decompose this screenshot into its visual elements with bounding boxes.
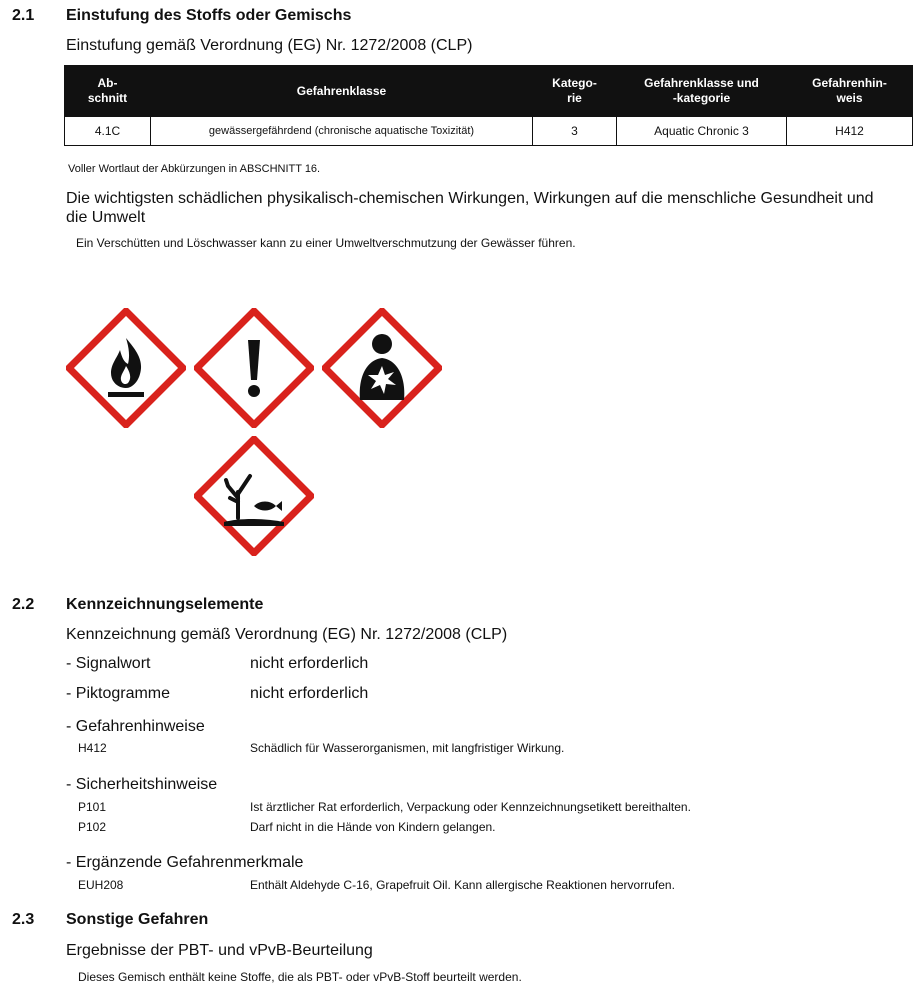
- precaution-text: Ist ärztlicher Rat erforderlich, Verpackung oder Kennzeichnungsetikett bereithalten.: [250, 800, 691, 814]
- section-number-2-3: 2.3: [12, 911, 35, 928]
- section-title-2-3: Sonstige Gefahren: [66, 911, 209, 928]
- section-subtitle-2-3: Ergebnisse der PBT- und vPvB-Beurteilung: [66, 942, 373, 959]
- signalwort-label: - Signalwort: [66, 655, 151, 672]
- ergaenzende-label: - Ergänzende Gefahrenmerkmale: [66, 854, 304, 871]
- cell-abschnitt: 4.1C: [65, 117, 151, 146]
- section-title-2-2: Kennzeichnungselemente: [66, 596, 264, 613]
- section-title-2-1: Einstufung des Stoffs oder Gemischs: [66, 7, 352, 24]
- header-gefahrenklasse-kategorie: Gefahrenklasse und -kategorie: [617, 66, 787, 117]
- piktogramme-label: - Piktogramme: [66, 685, 171, 702]
- precaution-code: P101: [78, 800, 107, 814]
- table-header-row: [65, 66, 913, 117]
- header-abschnitt: Ab- schnitt: [65, 66, 151, 117]
- precaution-code: P102: [78, 820, 107, 834]
- classification-table: [64, 65, 913, 146]
- signalwort-value: nicht erforderlich: [250, 655, 369, 672]
- cell-gefahrenklasse: gewässergefährdend (chronische aquatische Toxizität): [151, 117, 533, 146]
- cell-kategorie: 3: [533, 117, 617, 146]
- table-row: [65, 117, 913, 146]
- abbreviation-footnote: Voller Wortlaut der Abkürzungen in ABSCHNITT 16.: [68, 163, 321, 175]
- gefahrenhinweise-label: - Gefahrenhinweise: [66, 718, 205, 735]
- precaution-text: Darf nicht in die Hände von Kindern gelangen.: [250, 820, 496, 834]
- supplemental-text: Enthält Aldehyde C-16, Grapefruit Oil. Kann allergische Reaktionen hervorrufen.: [250, 878, 675, 892]
- section-number-2-1: 2.1: [12, 7, 35, 24]
- cell-gefahrenhinweis: H412: [787, 117, 913, 146]
- exclamation-mark-icon: [194, 308, 314, 428]
- health-hazard-icon: [322, 308, 442, 428]
- piktogramme-value: nicht erforderlich: [250, 685, 369, 702]
- sicherheitshinweise-label: - Sicherheitshinweise: [66, 776, 218, 793]
- environment-icon: [194, 436, 314, 556]
- header-kategorie: Katego- rie: [533, 66, 617, 117]
- section-subtitle-2-1: Einstufung gemäß Verordnung (EG) Nr. 1272/2008 (CLP): [66, 37, 473, 54]
- header-gefahrenhinweis: Gefahrenhin- weis: [787, 66, 913, 117]
- effects-heading: Die wichtigsten schädlichen physikalisch-chemischen Wirkungen, Wirkungen auf die menschliche Gesundheit und die Umwelt: [66, 190, 874, 226]
- flame-icon: [66, 308, 186, 428]
- cell-gefahrenklasse-kategorie: Aquatic Chronic 3: [617, 117, 787, 146]
- section-subtitle-2-2: Kennzeichnung gemäß Verordnung (EG) Nr. 1272/2008 (CLP): [66, 626, 508, 643]
- pbt-text: Dieses Gemisch enthält keine Stoffe, die als PBT- oder vPvB-Stoff beurteilt werden.: [78, 970, 522, 984]
- effects-text: Ein Verschütten und Löschwasser kann zu einer Umweltverschmutzung der Gewässer führen.: [76, 236, 576, 250]
- header-gefahrenklasse: Gefahrenklasse: [151, 66, 533, 117]
- hazard-code: H412: [78, 741, 107, 755]
- supplemental-code: EUH208: [78, 878, 124, 892]
- hazard-text: Schädlich für Wasserorganismen, mit langfristiger Wirkung.: [250, 741, 565, 755]
- section-number-2-2: 2.2: [12, 596, 35, 613]
